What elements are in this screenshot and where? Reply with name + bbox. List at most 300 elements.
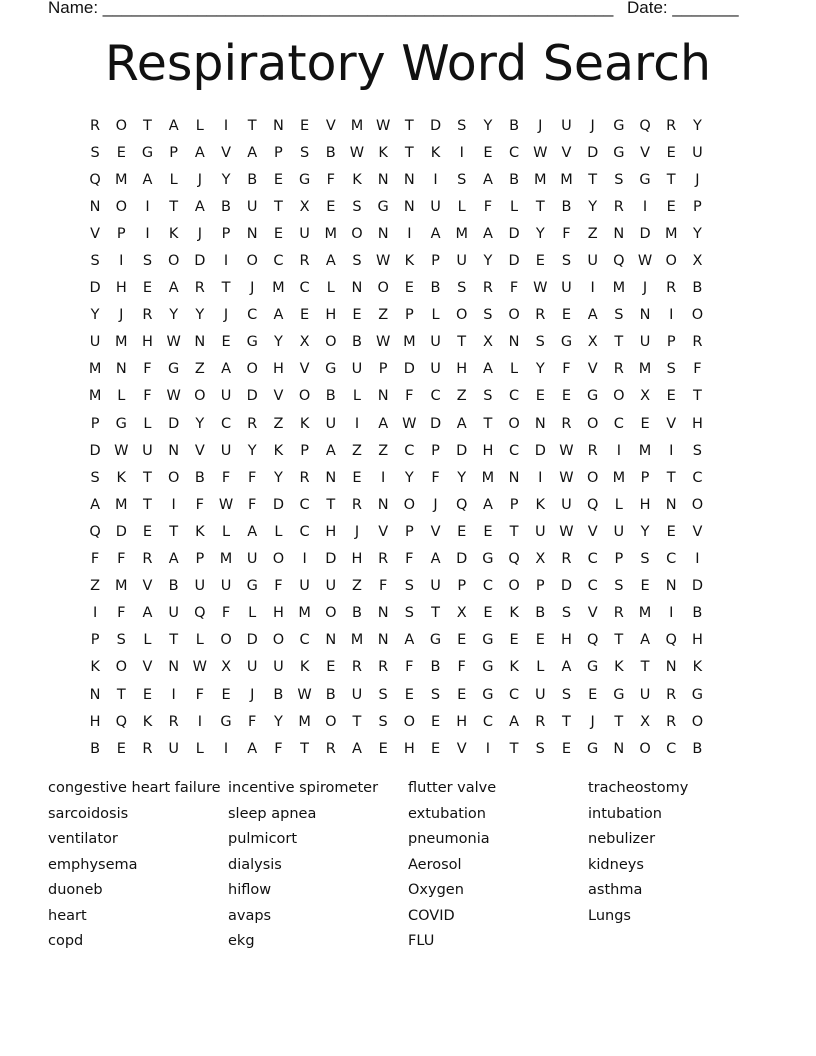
grid-letter[interactable]: M (298, 713, 311, 730)
grid-letter[interactable]: P (509, 496, 519, 513)
grid-letter[interactable]: E (535, 388, 545, 405)
grid-letter[interactable]: I (669, 307, 674, 324)
grid-letter[interactable]: F (195, 686, 205, 703)
grid-letter[interactable]: V (325, 117, 336, 134)
grid-letter[interactable]: C (509, 144, 520, 161)
grid-letter[interactable]: E (142, 523, 153, 540)
grid-letter[interactable]: R (666, 713, 677, 730)
grid-letter[interactable]: U (430, 578, 441, 595)
grid-letter[interactable]: T (169, 198, 179, 215)
grid-letter[interactable]: R (142, 740, 153, 757)
grid-letter[interactable]: R (613, 361, 624, 378)
grid-letter[interactable]: R (351, 659, 362, 676)
grid-letter[interactable]: M (612, 469, 626, 486)
grid-letter[interactable]: V (456, 740, 467, 757)
grid-letter[interactable]: Y (535, 361, 545, 378)
grid-letter[interactable]: A (221, 361, 231, 378)
grid-letter[interactable]: O (613, 388, 625, 405)
grid-letter[interactable]: J (433, 496, 438, 513)
grid-letter[interactable]: T (143, 469, 152, 486)
grid-letter[interactable]: U (613, 523, 625, 540)
grid-letter[interactable]: N (639, 307, 651, 324)
grid-letter[interactable]: R (613, 198, 624, 215)
grid-letter[interactable]: N (325, 632, 337, 649)
grid-letter[interactable]: Y (195, 307, 205, 324)
grid-letter[interactable]: A (352, 740, 362, 757)
grid-letter[interactable]: V (378, 523, 389, 540)
grid-letter[interactable]: E (561, 388, 572, 405)
grid-letter[interactable]: R (666, 280, 677, 297)
grid-letter[interactable]: E (561, 740, 572, 757)
grid-letter[interactable]: O (586, 469, 599, 486)
grid-letter[interactable]: T (143, 496, 152, 513)
grid-letter[interactable]: L (510, 361, 519, 378)
grid-letter[interactable]: K (142, 713, 153, 730)
grid-letter[interactable]: P (116, 225, 126, 242)
grid-letter[interactable]: F (195, 496, 205, 513)
grid-letter[interactable]: E (457, 632, 467, 649)
grid-letter[interactable]: T (352, 713, 362, 730)
grid-letter[interactable]: U (220, 578, 232, 595)
grid-letter[interactable]: S (404, 605, 414, 622)
grid-letter[interactable]: J (250, 280, 255, 297)
grid-letter[interactable]: A (273, 307, 284, 324)
grid-letter[interactable]: R (142, 551, 153, 568)
grid-letter[interactable]: Q (665, 632, 677, 649)
grid-letter[interactable]: O (508, 307, 520, 324)
grid-letter[interactable]: T (509, 523, 519, 540)
grid-letter[interactable]: T (614, 334, 624, 351)
grid-letter[interactable]: L (143, 415, 152, 432)
grid-letter[interactable]: P (195, 551, 205, 568)
grid-letter[interactable]: N (377, 388, 389, 405)
grid-letter[interactable]: O (508, 415, 520, 432)
grid-letter[interactable]: I (538, 469, 543, 486)
grid-letter[interactable]: C (692, 469, 703, 486)
grid-letter[interactable]: U (534, 523, 546, 540)
grid-letter[interactable]: H (561, 632, 572, 649)
grid-letter[interactable]: O (325, 334, 337, 351)
grid-letter[interactable]: N (246, 225, 258, 242)
grid-letter[interactable]: X (640, 713, 650, 730)
grid-letter[interactable]: X (221, 659, 231, 676)
grid-letter[interactable]: L (195, 632, 204, 649)
grid-letter[interactable]: O (325, 605, 337, 622)
grid-letter[interactable]: U (561, 280, 572, 297)
grid-letter[interactable]: N (665, 578, 677, 595)
grid-letter[interactable]: O (272, 551, 285, 568)
grid-letter[interactable]: O (220, 632, 232, 649)
grid-letter[interactable]: I (92, 605, 98, 622)
grid-letter[interactable]: P (693, 198, 702, 215)
grid-letter[interactable]: E (535, 632, 545, 649)
grid-letter[interactable]: S (378, 713, 388, 730)
grid-letter[interactable]: M (298, 605, 311, 622)
grid-letter[interactable]: A (168, 551, 179, 568)
grid-letter[interactable]: D (587, 144, 599, 161)
grid-letter[interactable]: W (375, 253, 391, 270)
grid-letter[interactable]: V (561, 144, 572, 161)
grid-letter[interactable]: S (614, 578, 624, 595)
grid-letter[interactable]: U (168, 740, 179, 757)
grid-letter[interactable]: I (590, 280, 595, 297)
grid-letter[interactable]: H (456, 361, 468, 378)
grid-letter[interactable]: J (354, 523, 360, 540)
grid-letter[interactable]: F (431, 469, 440, 486)
grid-letter[interactable]: X (299, 334, 310, 351)
grid-letter[interactable]: L (195, 740, 204, 757)
grid-letter[interactable]: C (299, 523, 310, 540)
grid-letter[interactable]: U (430, 334, 441, 351)
grid-letter[interactable]: H (89, 713, 101, 730)
grid-letter[interactable]: U (299, 578, 310, 595)
grid-letter[interactable]: E (666, 144, 676, 161)
grid-letter[interactable]: K (378, 144, 388, 161)
grid-letter[interactable]: I (197, 713, 202, 730)
grid-letter[interactable]: N (403, 198, 415, 215)
grid-letter[interactable]: C (482, 578, 493, 595)
grid-letter[interactable]: R (378, 659, 389, 676)
grid-letter[interactable]: P (457, 578, 467, 595)
grid-letter[interactable]: M (403, 334, 416, 351)
grid-letter[interactable]: U (587, 253, 598, 270)
grid-letter[interactable]: E (352, 307, 362, 324)
grid-letter[interactable]: R (613, 605, 624, 622)
grid-letter[interactable]: D (325, 551, 337, 568)
grid-letter[interactable]: G (482, 686, 494, 703)
grid-letter[interactable]: Y (247, 442, 257, 459)
grid-letter[interactable]: B (221, 198, 231, 215)
grid-letter[interactable]: U (220, 388, 232, 405)
grid-letter[interactable]: X (482, 334, 493, 351)
grid-letter[interactable]: P (431, 442, 440, 459)
grid-letter[interactable]: M (638, 361, 652, 378)
grid-letter[interactable]: L (536, 659, 545, 676)
grid-letter[interactable]: O (403, 496, 416, 513)
grid-letter[interactable]: P (90, 632, 100, 649)
grid-letter[interactable]: M (115, 171, 128, 188)
grid-letter[interactable]: R (299, 469, 310, 486)
grid-letter[interactable]: D (246, 388, 258, 405)
grid-letter[interactable]: F (405, 388, 414, 405)
grid-letter[interactable]: B (561, 198, 572, 215)
grid-letter[interactable]: S (483, 388, 493, 405)
grid-letter[interactable]: B (692, 740, 703, 757)
grid-letter[interactable]: A (587, 307, 598, 324)
grid-letter[interactable]: C (509, 686, 520, 703)
grid-letter[interactable]: E (640, 578, 650, 595)
grid-letter[interactable]: S (142, 253, 153, 270)
grid-letter[interactable]: X (692, 253, 703, 270)
grid-letter[interactable]: G (560, 334, 573, 351)
grid-letter[interactable]: R (561, 415, 572, 432)
grid-letter[interactable]: X (456, 605, 467, 622)
grid-letter[interactable]: I (171, 496, 176, 513)
grid-letter[interactable]: V (587, 605, 598, 622)
grid-letter[interactable]: D (89, 442, 101, 459)
grid-letter[interactable]: Y (195, 415, 205, 432)
grid-letter[interactable]: W (533, 280, 548, 297)
grid-letter[interactable]: O (115, 198, 127, 215)
grid-letter[interactable]: A (142, 605, 153, 622)
grid-letter[interactable]: D (429, 117, 442, 134)
grid-letter[interactable]: O (115, 117, 127, 134)
grid-letter[interactable]: G (377, 198, 389, 215)
grid-letter[interactable]: S (457, 280, 467, 297)
grid-letter[interactable]: G (613, 117, 625, 134)
grid-letter[interactable]: B (90, 740, 101, 757)
grid-letter[interactable]: B (692, 605, 703, 622)
grid-letter[interactable]: V (194, 442, 205, 459)
grid-letter[interactable]: T (692, 388, 702, 405)
grid-letter[interactable]: U (220, 442, 232, 459)
grid-letter[interactable]: L (169, 171, 178, 188)
grid-letter[interactable]: E (666, 388, 676, 405)
grid-letter[interactable]: N (508, 469, 520, 486)
grid-letter[interactable]: T (404, 117, 414, 134)
grid-letter[interactable]: N (194, 334, 206, 351)
grid-letter[interactable]: G (141, 144, 154, 161)
grid-letter[interactable]: S (666, 361, 676, 378)
grid-letter[interactable]: A (561, 659, 572, 676)
grid-letter[interactable]: K (273, 442, 284, 459)
grid-letter[interactable]: D (456, 551, 468, 568)
grid-letter[interactable]: G (429, 632, 442, 649)
grid-letter[interactable]: E (457, 686, 467, 703)
grid-letter[interactable]: P (404, 523, 414, 540)
grid-letter[interactable]: S (90, 469, 100, 486)
grid-letter[interactable]: E (666, 198, 676, 215)
grid-letter[interactable]: A (482, 171, 493, 188)
grid-letter[interactable]: A (247, 740, 258, 757)
grid-letter[interactable]: S (614, 307, 624, 324)
grid-letter[interactable]: K (352, 171, 362, 188)
grid-letter[interactable]: R (587, 442, 598, 459)
grid-letter[interactable]: B (351, 334, 362, 351)
grid-letter[interactable]: C (404, 442, 415, 459)
grid-letter[interactable]: U (246, 551, 258, 568)
grid-letter[interactable]: V (430, 523, 441, 540)
grid-letter[interactable]: O (167, 469, 180, 486)
grid-letter[interactable]: H (403, 740, 415, 757)
grid-letter[interactable]: F (405, 551, 414, 568)
grid-letter[interactable]: E (483, 605, 493, 622)
grid-letter[interactable]: T (116, 686, 126, 703)
grid-letter[interactable]: D (89, 280, 101, 297)
grid-letter[interactable]: A (325, 253, 336, 270)
grid-letter[interactable]: P (640, 469, 650, 486)
grid-letter[interactable]: J (695, 171, 700, 188)
grid-letter[interactable]: C (299, 280, 310, 297)
grid-letter[interactable]: I (302, 551, 307, 568)
grid-letter[interactable]: G (482, 659, 494, 676)
grid-letter[interactable]: V (90, 225, 101, 242)
grid-letter[interactable]: V (692, 523, 703, 540)
grid-letter[interactable]: I (616, 442, 621, 459)
grid-letter[interactable]: K (509, 605, 519, 622)
grid-letter[interactable]: Q (586, 632, 599, 649)
grid-letter[interactable]: I (669, 605, 674, 622)
grid-letter[interactable]: W (559, 469, 574, 486)
grid-letter[interactable]: T (614, 632, 624, 649)
grid-letter[interactable]: Q (639, 117, 651, 134)
grid-letter[interactable]: L (248, 605, 257, 622)
grid-letter[interactable]: S (299, 144, 310, 161)
grid-letter[interactable]: W (349, 144, 365, 161)
grid-letter[interactable]: E (273, 171, 283, 188)
grid-letter[interactable]: I (669, 442, 674, 459)
grid-letter[interactable]: E (221, 334, 231, 351)
grid-letter[interactable]: A (247, 144, 258, 161)
grid-letter[interactable]: D (429, 415, 442, 432)
grid-letter[interactable]: G (220, 713, 232, 730)
grid-letter[interactable]: W (375, 334, 391, 351)
grid-letter[interactable]: Q (613, 253, 625, 270)
grid-letter[interactable]: M (350, 117, 364, 134)
grid-letter[interactable]: F (90, 551, 100, 568)
grid-letter[interactable]: U (639, 686, 651, 703)
grid-letter[interactable]: D (272, 496, 284, 513)
grid-letter[interactable]: U (246, 659, 258, 676)
grid-letter[interactable]: U (639, 334, 651, 351)
grid-letter[interactable]: N (665, 659, 677, 676)
grid-letter[interactable]: O (167, 253, 180, 270)
grid-letter[interactable]: G (246, 334, 258, 351)
grid-letter[interactable]: B (168, 578, 179, 595)
grid-letter[interactable]: H (691, 415, 703, 432)
grid-letter[interactable]: E (352, 469, 362, 486)
grid-letter[interactable]: J (590, 117, 595, 134)
grid-letter[interactable]: A (325, 442, 336, 459)
grid-letter[interactable]: M (115, 496, 128, 513)
grid-letter[interactable]: B (430, 280, 441, 297)
grid-letter[interactable]: Y (90, 307, 100, 324)
grid-letter[interactable]: P (378, 361, 388, 378)
grid-letter[interactable]: I (223, 740, 229, 757)
grid-letter[interactable]: C (247, 307, 258, 324)
grid-letter[interactable]: N (272, 117, 284, 134)
grid-letter[interactable]: Y (273, 469, 283, 486)
grid-letter[interactable]: I (433, 171, 438, 188)
grid-letter[interactable]: N (534, 415, 546, 432)
grid-letter[interactable]: W (533, 144, 548, 161)
grid-letter[interactable]: F (248, 469, 257, 486)
grid-letter[interactable]: G (587, 388, 599, 405)
grid-letter[interactable]: P (666, 334, 676, 351)
grid-letter[interactable]: M (560, 171, 573, 188)
grid-letter[interactable]: L (117, 388, 126, 405)
grid-letter[interactable]: I (354, 415, 360, 432)
grid-letter[interactable]: L (457, 198, 466, 215)
grid-letter[interactable]: L (221, 523, 231, 540)
grid-letter[interactable]: R (299, 253, 310, 270)
grid-letter[interactable]: S (614, 171, 624, 188)
grid-letter[interactable]: M (219, 551, 233, 568)
grid-letter[interactable]: L (326, 280, 335, 297)
grid-letter[interactable]: U (351, 686, 363, 703)
grid-letter[interactable]: M (272, 280, 285, 297)
grid-letter[interactable]: A (378, 415, 389, 432)
grid-letter[interactable]: X (299, 198, 310, 215)
grid-letter[interactable]: T (483, 415, 493, 432)
grid-letter[interactable]: T (326, 496, 336, 513)
grid-letter[interactable]: V (299, 361, 310, 378)
grid-letter[interactable]: R (378, 551, 389, 568)
grid-letter[interactable]: U (351, 361, 363, 378)
grid-letter[interactable]: C (666, 740, 677, 757)
grid-letter[interactable]: O (351, 225, 363, 242)
grid-letter[interactable]: B (194, 469, 205, 486)
grid-letter[interactable]: T (404, 144, 414, 161)
grid-letter[interactable]: U (89, 334, 101, 351)
grid-letter[interactable]: E (509, 632, 519, 649)
grid-letter[interactable]: C (430, 388, 441, 405)
grid-letter[interactable]: Y (640, 523, 650, 540)
grid-letter[interactable]: Q (586, 496, 599, 513)
grid-letter[interactable]: G (613, 686, 625, 703)
grid-letter[interactable]: U (561, 496, 572, 513)
grid-letter[interactable]: T (221, 280, 231, 297)
grid-letter[interactable]: T (273, 198, 283, 215)
grid-letter[interactable]: V (666, 415, 677, 432)
grid-letter[interactable]: T (300, 740, 310, 757)
grid-letter[interactable]: J (119, 307, 124, 324)
grid-letter[interactable]: N (613, 740, 625, 757)
grid-letter[interactable]: H (272, 605, 284, 622)
grid-letter[interactable]: A (404, 632, 415, 649)
grid-letter[interactable]: E (116, 740, 126, 757)
grid-letter[interactable]: T (169, 632, 179, 649)
grid-letter[interactable]: K (535, 496, 546, 513)
grid-letter[interactable]: C (509, 442, 520, 459)
grid-letter[interactable]: K (299, 659, 310, 676)
grid-letter[interactable]: T (666, 469, 676, 486)
grid-letter[interactable]: E (142, 686, 153, 703)
grid-letter[interactable]: V (221, 144, 231, 161)
grid-letter[interactable]: U (273, 659, 284, 676)
grid-letter[interactable]: H (272, 361, 284, 378)
grid-letter[interactable]: C (587, 578, 598, 595)
grid-letter[interactable]: R (194, 280, 205, 297)
grid-letter[interactable]: M (324, 225, 338, 242)
grid-letter[interactable]: P (274, 144, 283, 161)
grid-letter[interactable]: Q (456, 496, 468, 513)
grid-letter[interactable]: O (298, 388, 311, 405)
grid-letter[interactable]: Y (588, 198, 598, 215)
grid-letter[interactable]: N (613, 225, 625, 242)
grid-letter[interactable]: U (325, 415, 337, 432)
grid-letter[interactable]: B (430, 659, 441, 676)
grid-letter[interactable]: I (223, 253, 229, 270)
grid-letter[interactable]: D (639, 225, 651, 242)
grid-letter[interactable]: D (560, 578, 573, 595)
grid-letter[interactable]: V (142, 659, 153, 676)
grid-letter[interactable]: T (143, 117, 152, 134)
grid-letter[interactable]: Y (692, 225, 702, 242)
grid-letter[interactable]: A (194, 198, 205, 215)
grid-letter[interactable]: K (614, 659, 624, 676)
grid-letter[interactable]: A (168, 117, 179, 134)
grid-letter[interactable]: Z (378, 307, 389, 324)
grid-letter[interactable]: P (614, 551, 624, 568)
grid-letter[interactable]: I (223, 117, 229, 134)
grid-letter[interactable]: U (456, 253, 468, 270)
grid-letter[interactable]: O (194, 388, 206, 405)
grid-letter[interactable]: O (586, 415, 599, 432)
grid-letter[interactable]: P (221, 225, 231, 242)
grid-letter[interactable]: W (192, 659, 208, 676)
grid-letter[interactable]: I (119, 253, 124, 270)
